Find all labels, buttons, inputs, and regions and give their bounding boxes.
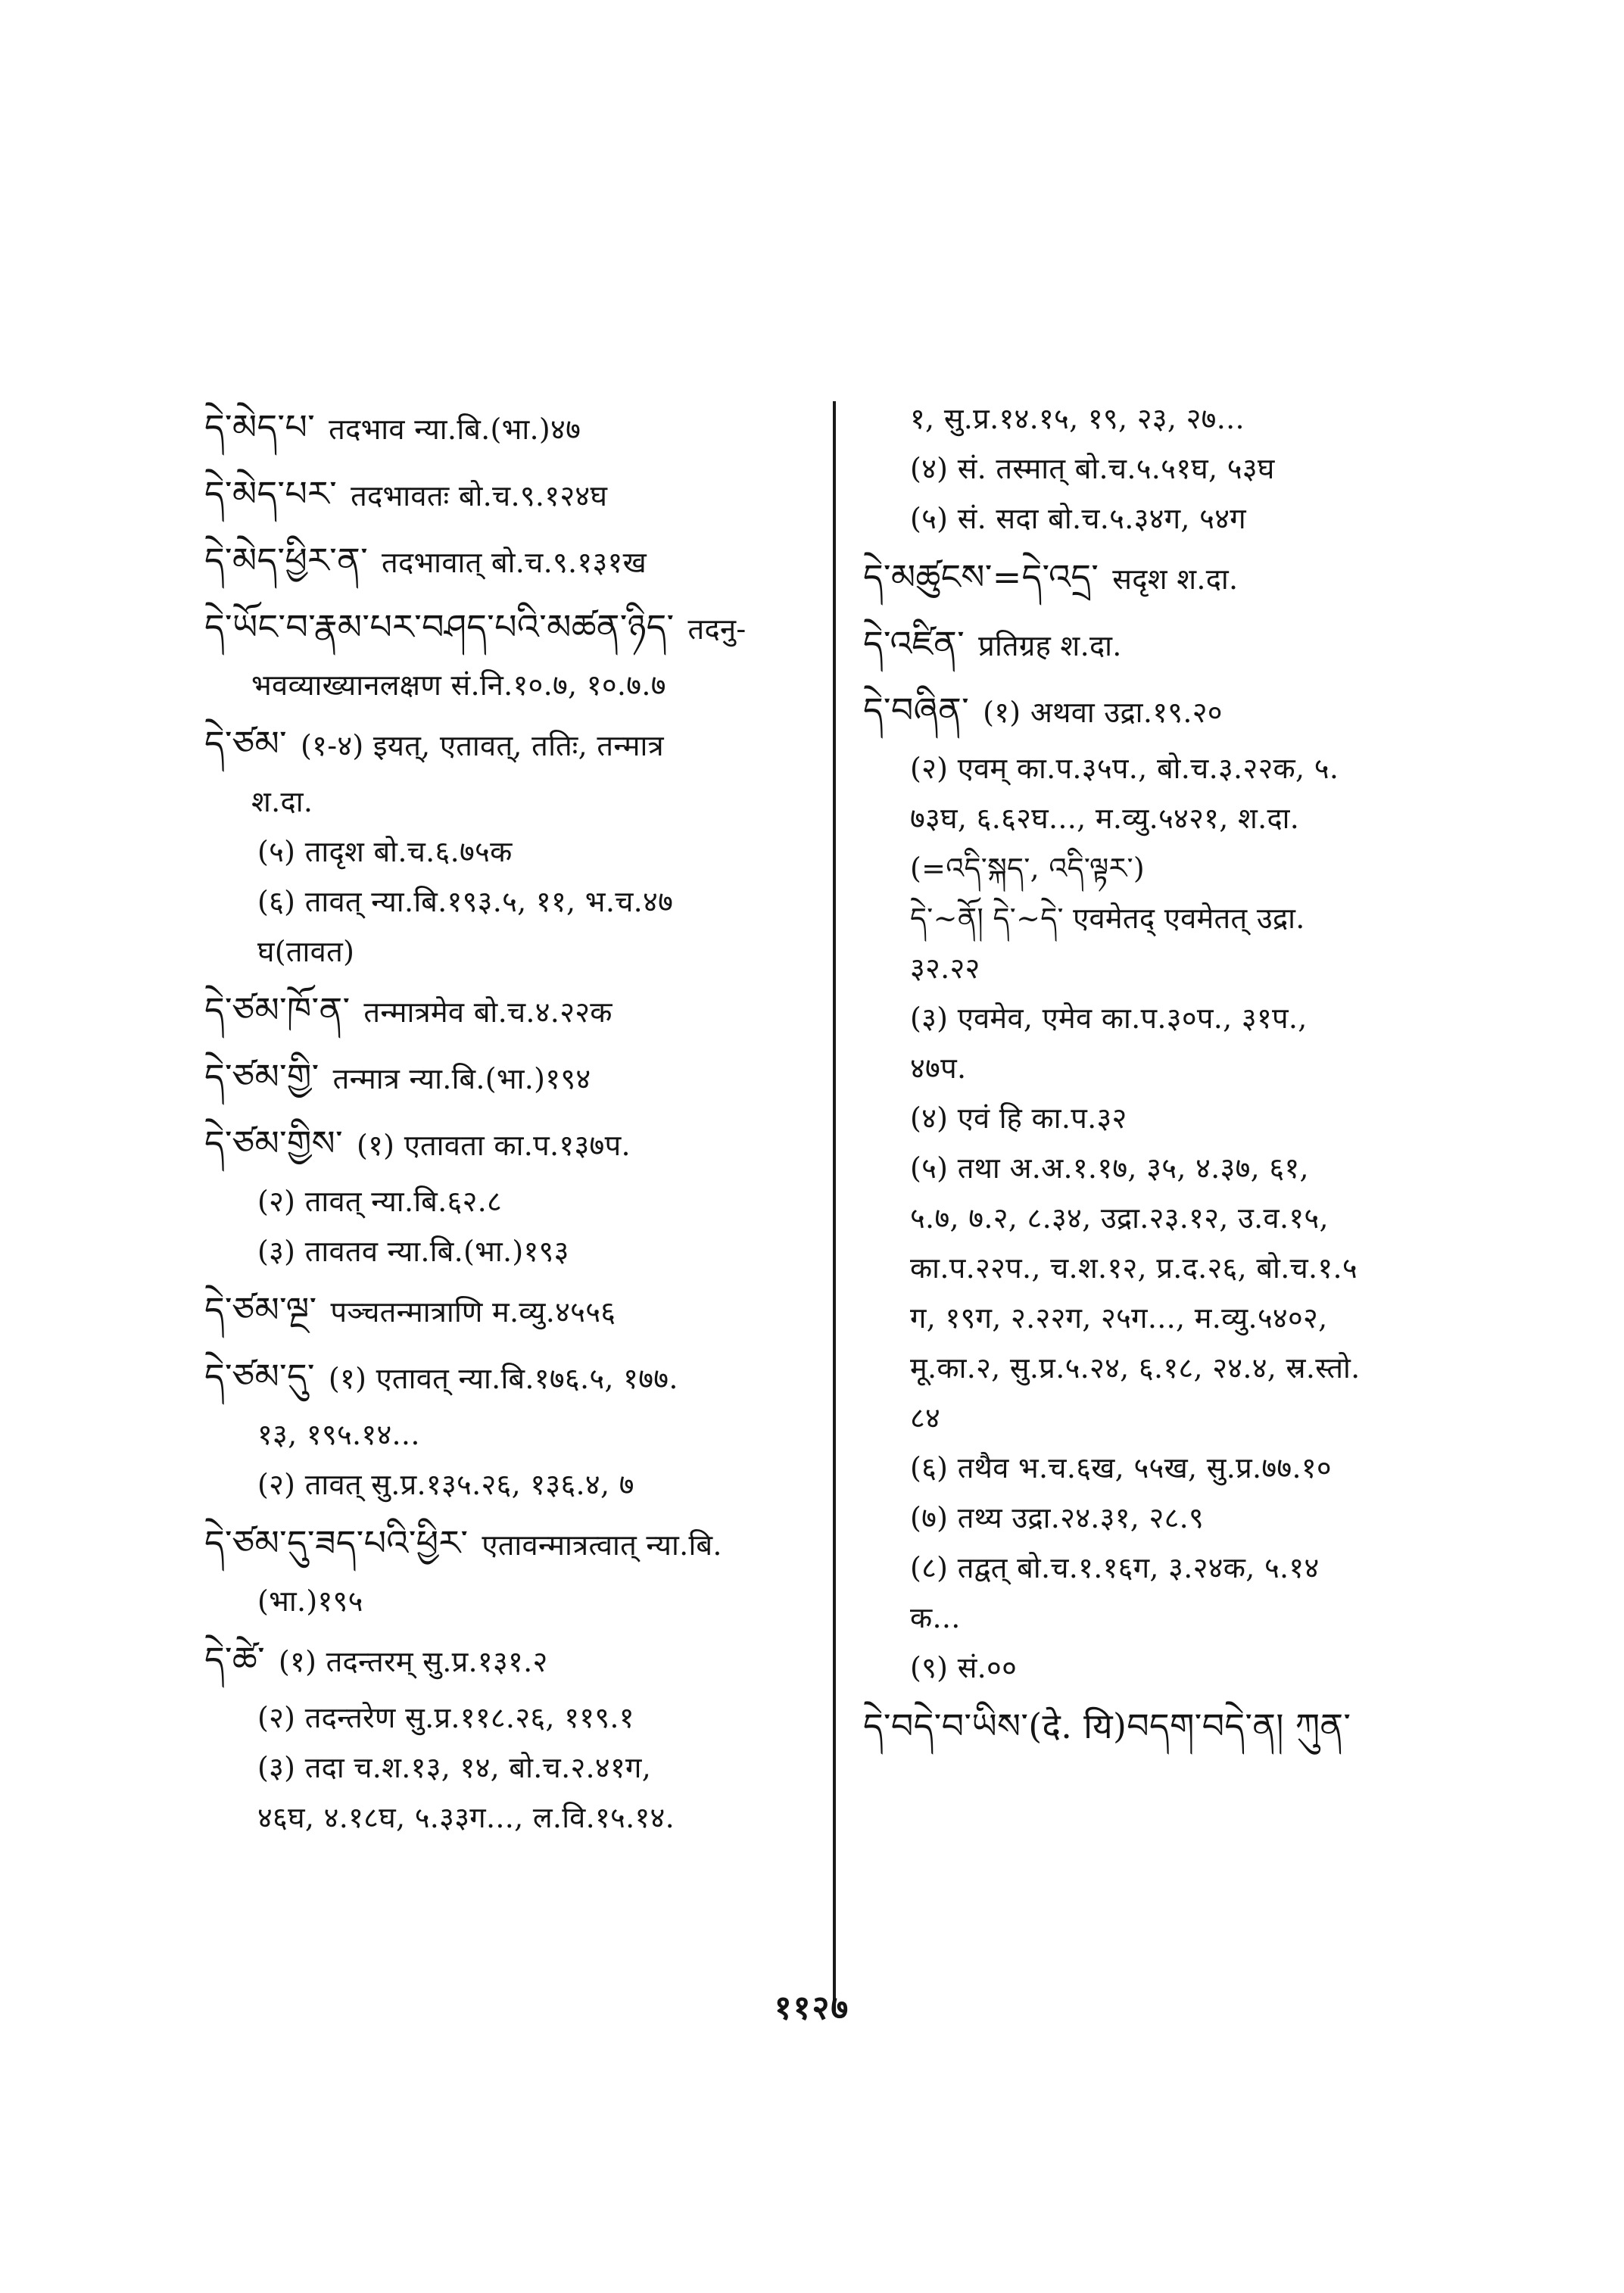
- right-entry-line: [863, 743, 1469, 793]
- sanskrit-equivalent: (२) तदन्तरेण सु.प्र.११८.२६, ११९.१: [257, 1701, 634, 1734]
- sanskrit-equivalent: (४) एवं हि का.प.३२: [910, 1101, 1127, 1135]
- left-entry-line: [204, 1110, 803, 1176]
- sanskrit-equivalent: (१) तदन्तरम् सु.प्र.१३१.२: [278, 1645, 548, 1678]
- sanskrit-equivalent: ३२.२२: [910, 952, 980, 985]
- right-entry-line: [863, 993, 1469, 1043]
- left-entry-line: [204, 710, 803, 777]
- left-entry-line: [204, 1693, 803, 1743]
- right-entry-line: [863, 1593, 1469, 1643]
- left-entry-line: [204, 594, 803, 660]
- tibetan-headword: དེ་མཚུངས་=དེ་འདྲ་: [863, 556, 1099, 597]
- column-divider: [833, 401, 836, 2014]
- right-entry-line: [863, 893, 1469, 943]
- sanskrit-equivalent: १३, १९५.१४...: [257, 1418, 420, 1451]
- left-entry-line: [204, 1509, 803, 1576]
- tibetan-headword: དེ་ཙམ་ཁོ་ན་: [204, 989, 351, 1030]
- sanskrit-equivalent: (१-४) इयत्, एतावत्, ततिः, तन्मात्र: [301, 729, 664, 762]
- sanskrit-equivalent: ५.७, ७.२, ८.३४, उद्रा.२३.१२, उ.व.१५,: [910, 1201, 1329, 1235]
- right-entry-line: [863, 1443, 1469, 1493]
- left-entry-line: [204, 660, 803, 710]
- tibetan-headword: དེ་མེད་པར་: [204, 473, 338, 514]
- left-entry-line: [204, 877, 803, 927]
- tibetan-headword: དེ་མེད་ཕྱིར་ན་: [204, 540, 369, 581]
- left-entry-line: [204, 927, 803, 977]
- sanskrit-equivalent: (९) सं.००: [910, 1651, 1018, 1684]
- right-entry-line: [863, 843, 1469, 893]
- sanskrit-equivalent: तन्मात्र न्या.बि.(भा.)१९४: [332, 1062, 591, 1095]
- tibetan-headword: དེ་ཙམ་གྱི་: [204, 1056, 320, 1097]
- sanskrit-equivalent: (६) तथैव भ.च.६ख, ५५ख, सु.प्र.७७.१०: [910, 1451, 1332, 1485]
- sanskrit-equivalent: (४) सं. तस्मात् बो.च.५.५१घ, ५३घ: [910, 452, 1275, 485]
- sanskrit-equivalent: ७३घ, ६.६२घ..., म.व्यु.५४२१, श.दा.: [910, 802, 1300, 835]
- sanskrit-equivalent: (२) एवम् का.प.३५प., बो.च.३.२२क, ५.: [910, 752, 1339, 785]
- right-entry-line: [863, 1343, 1469, 1393]
- sanskrit-equivalent: (७) तथ्य उद्रा.२४.३१, २८.९: [910, 1501, 1205, 1534]
- sanskrit-equivalent: (२) तावत् सु.प्र.१३५.२६, १३६.४, ७: [257, 1468, 634, 1501]
- left-entry-line: [204, 1343, 803, 1410]
- sanskrit-equivalent: (३) तदा च.श.१३, १४, बो.च.२.४१ग,: [257, 1751, 652, 1784]
- tibetan-headword: དེ་ཙམ་: [204, 723, 288, 764]
- page-number: ११२७: [774, 1989, 850, 2027]
- sanskrit-equivalent: (३) एवमेव, एमेव का.प.३०प., ३१प.,: [910, 1002, 1308, 1035]
- sanskrit-equivalent: प्रतिग्रह श.दा.: [978, 629, 1122, 662]
- left-entry-line: [204, 1226, 803, 1276]
- sanskrit-equivalent: (भा.)१९५: [257, 1584, 363, 1618]
- right-entry-line: [863, 544, 1469, 610]
- sanskrit-equivalent: तन्मात्रमेव बो.च.४.२२क: [363, 995, 613, 1029]
- sanskrit-equivalent: मू.का.२, सु.प्र.५.२४, ६.१८, २४.४, स्र.स्तो.: [910, 1351, 1361, 1385]
- left-column: [204, 394, 803, 1843]
- sanskrit-equivalent: (५) तथा अ.अ.१.१७, ३५, ४.३७, ६१,: [910, 1151, 1309, 1185]
- sanskrit-equivalent: (=འདི་སྐད་, འདི་ལྟར་): [910, 852, 1146, 885]
- sanskrit-equivalent: भवव्याख्यानलक्षण सं.नि.१०.७, १०.७.७: [251, 668, 666, 702]
- left-entry-line: [204, 1626, 803, 1693]
- sanskrit-equivalent: ४६घ, ४.१८घ, ५.३३ग..., ल.वि.१५.१४.: [257, 1801, 675, 1834]
- tibetan-headword: དེ་ཙམ་ལྔ་: [204, 1289, 317, 1330]
- tibetan-headword: དེ་བདེ་བ་ཡིས་(दे. यि)བདག་བདེ་ན། ཀུན་: [863, 1706, 1351, 1746]
- left-entry-line: [204, 827, 803, 877]
- sanskrit-equivalent: तदभावात् बो.च.९.१३१ख: [382, 546, 647, 579]
- sanskrit-equivalent: ८४: [910, 1401, 941, 1435]
- sanskrit-equivalent: (५) तादृश बो.च.६.७५क: [257, 835, 513, 868]
- sanskrit-equivalent: (१) एतावत् न्या.बि.१७६.५, १७७.: [328, 1362, 678, 1395]
- sanskrit-equivalent: श.दा.: [251, 785, 313, 818]
- sanskrit-equivalent: (२) तावत् न्या.बि.६२.८: [257, 1185, 503, 1218]
- left-entry-line: [204, 1793, 803, 1843]
- right-entry-line: [863, 1093, 1469, 1143]
- right-entry-line: [863, 943, 1469, 993]
- sanskrit-equivalent: घ(तावत): [257, 935, 355, 968]
- left-entry-line: [204, 394, 803, 460]
- right-column: [863, 394, 1469, 1759]
- sanskrit-equivalent: सदृश श.दा.: [1112, 562, 1239, 596]
- left-entry-line: [204, 777, 803, 827]
- tibetan-headword: དེ་བཞིན་: [863, 690, 970, 731]
- right-entry-line: [863, 444, 1469, 494]
- left-entry-line: [204, 977, 803, 1043]
- left-entry-line: [204, 1460, 803, 1509]
- tibetan-headword: དེ་ཙམ་གྱིས་: [204, 1123, 343, 1164]
- left-entry-line: [204, 527, 803, 594]
- sanskrit-equivalent: ग, १९ग, २.२२ग, २५ग..., म.व्यु.५४०२,: [910, 1301, 1328, 1335]
- right-entry-line: [863, 1643, 1469, 1693]
- sanskrit-equivalent: དེ་~ནོ། དེ་~དེ་ एवमेतद् एवमेतत् उद्रा.: [910, 902, 1305, 935]
- sanskrit-equivalent: तदभावतः बो.च.९.१२४घ: [351, 479, 608, 512]
- right-entry-line: [863, 1043, 1469, 1093]
- right-entry-line: [863, 1543, 1469, 1593]
- right-entry-line: [863, 1143, 1469, 1193]
- sanskrit-equivalent: (८) तद्वत् बो.च.१.१६ग, ३.२४क, ५.१४: [910, 1551, 1320, 1584]
- tibetan-headword: དེ་ཙམ་དུ་ཟད་པའི་ཕྱིར་: [204, 1522, 469, 1563]
- left-entry-line: [204, 1043, 803, 1110]
- sanskrit-equivalent: एतावन्मात्रत्वात् न्या.बि.: [482, 1528, 722, 1562]
- right-entry-line: [863, 1693, 1469, 1759]
- right-entry-line: [863, 394, 1469, 444]
- tibetan-headword: དེ་ཡོང་བ་རྣམ་པར་བཤད་པའི་མཚན་ཉིད་: [204, 606, 675, 647]
- sanskrit-equivalent: (१) अथवा उद्रा.१९.२०: [983, 696, 1223, 729]
- sanskrit-equivalent: तदभाव न्या.बि.(भा.)४७: [329, 413, 581, 446]
- tibetan-headword: དེ་འཛིན་: [863, 623, 965, 664]
- right-entry-line: [863, 1293, 1469, 1343]
- sanskrit-equivalent: (५) सं. सदा बो.च.५.३४ग, ५४ग: [910, 502, 1246, 535]
- right-entry-line: [863, 1393, 1469, 1443]
- tibetan-headword: དེ་ཙམ་དུ་: [204, 1356, 315, 1397]
- sanskrit-equivalent: (३) तावतव न्या.बि.(भा.)१९३: [257, 1235, 569, 1268]
- right-entry-line: [863, 1193, 1469, 1243]
- sanskrit-equivalent: (६) तावत् न्या.बि.१९३.५, ११, भ.च.४७: [257, 885, 674, 918]
- sanskrit-equivalent: तदनु-: [687, 612, 747, 646]
- sanskrit-equivalent: क...: [910, 1601, 961, 1634]
- sanskrit-equivalent: ४७प.: [910, 1051, 967, 1085]
- left-entry-line: [204, 1743, 803, 1793]
- left-entry-line: [204, 1176, 803, 1226]
- right-entry-line: [863, 1493, 1469, 1543]
- right-entry-line: [863, 1243, 1469, 1293]
- left-entry-line: [204, 460, 803, 527]
- right-entry-line: [863, 494, 1469, 544]
- left-entry-line: [204, 1576, 803, 1626]
- left-entry-line: [204, 1276, 803, 1343]
- tibetan-headword: དེ་ཚེ་: [204, 1639, 265, 1680]
- right-entry-line: [863, 677, 1469, 743]
- sanskrit-equivalent: १, सु.प्र.१४.१५, १९, २३, २७...: [910, 402, 1245, 435]
- right-entry-line: [863, 793, 1469, 843]
- sanskrit-equivalent: पञ्चतन्मात्राणि म.व्यु.४५५६: [330, 1295, 616, 1329]
- sanskrit-equivalent: का.प.२२प., च.श.१२, प्र.द.२६, बो.च.१.५: [910, 1251, 1357, 1285]
- left-entry-line: [204, 1410, 803, 1460]
- tibetan-headword: དེ་མེད་པ་: [204, 407, 316, 447]
- right-entry-line: [863, 610, 1469, 677]
- sanskrit-equivalent: (१) एतावता का.प.१३७प.: [357, 1129, 631, 1162]
